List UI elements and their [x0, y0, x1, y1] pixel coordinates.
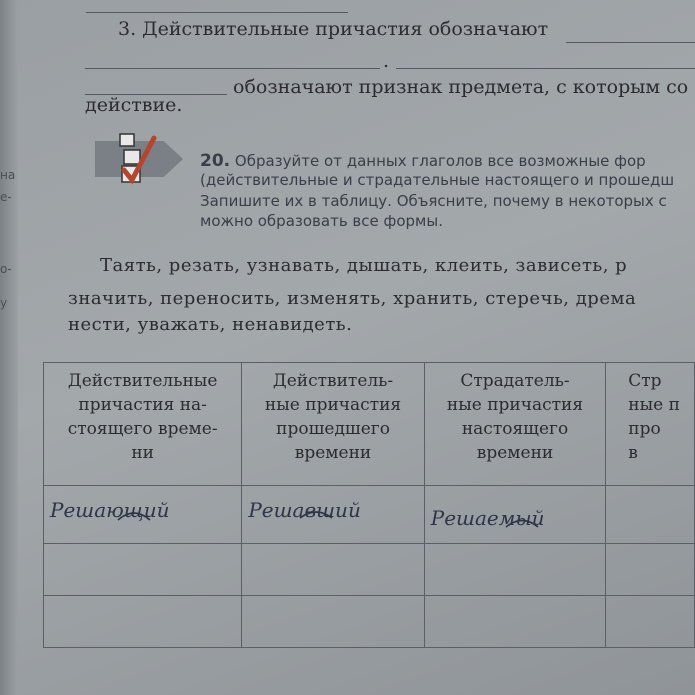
header-text: Действительные — [67, 371, 218, 391]
margin-fragment: на — [0, 168, 16, 182]
header-text: ные причастия — [264, 395, 402, 415]
header-text: причастия на- — [78, 395, 207, 415]
verbs-line3: нести, уважать, ненавидеть. — [68, 314, 353, 335]
header-text: в — [628, 443, 638, 463]
margin-fragment: е- — [0, 190, 12, 204]
header-text: прошедшего — [276, 419, 390, 439]
verbs-line2: значить, переносить, изменять, хранить, стеречь, дрема — [68, 288, 637, 309]
table-cell: Решавший — [242, 486, 424, 544]
header-text: ные п — [628, 395, 680, 415]
header-text: ные причастия — [446, 395, 584, 415]
question-3-line1: 3. Действительные причастия обозначают — [118, 18, 549, 40]
header-text: настоящего — [461, 419, 569, 439]
question-3-line3: обозначают признак предмета, с которым со — [233, 76, 689, 98]
header-text: стоящего време- — [67, 419, 218, 439]
table-cell: Решающий — [44, 486, 242, 544]
question-3-dot: . — [383, 50, 390, 72]
header-text: Страдатель- — [460, 371, 570, 391]
exercise-line3: Запишите их в таблицу. Объясните, почему в некоторых с — [200, 192, 667, 210]
exercise-line1: Образуйте от данных глаголов все возможные фор — [234, 152, 646, 170]
header-text: времени — [476, 443, 554, 463]
header-text: Действитель- — [272, 371, 394, 391]
question-3-line4: действие. — [85, 94, 183, 116]
exercise-line2: (действительные и страдательные настоящего и прошедш — [200, 171, 675, 189]
table-cell: Решаемый — [424, 486, 606, 544]
margin-fragment: о- — [0, 262, 12, 276]
exercise-line4: можно образовать все формы. — [200, 212, 443, 230]
verbs-line1: Таять, резать, узнавать, дышать, клеить, зависеть, р — [100, 255, 628, 276]
exercise-number: 20. — [200, 151, 231, 171]
header-text: про — [628, 419, 661, 439]
header-text: Стр — [628, 371, 662, 391]
header-text: времени — [294, 443, 372, 463]
header-text: ни — [131, 443, 154, 463]
margin-fragment: у — [0, 296, 8, 310]
